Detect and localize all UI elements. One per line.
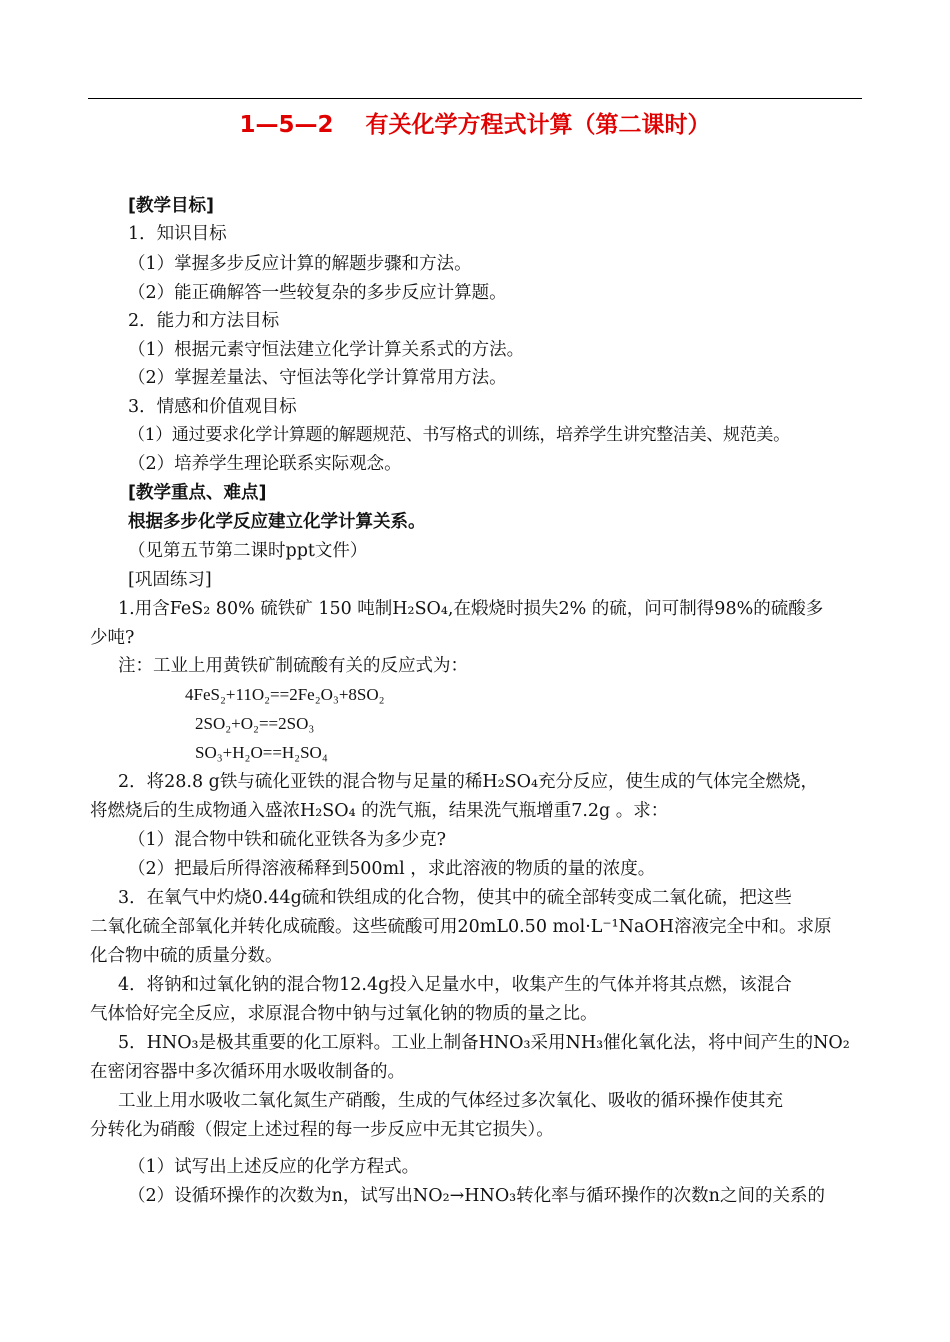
q5-para2-line-1: 工业上用水吸收二氧化氮生产硝酸，生成的气体经过多次氧化、吸收的循环操作使其充 [118, 1091, 783, 1111]
key-points-text: 根据多步化学反应建立化学计算关系。 [128, 512, 426, 532]
ability-item-1: （1）根据元素守恒法建立化学计算关系式的方法。 [128, 340, 525, 360]
knowledge-item-1: （1）掌握多步反应计算的解题步骤和方法。 [128, 254, 472, 274]
q1-line-2: 少吨? [90, 628, 135, 648]
emotion-item-2: （2）培养学生理论联系实际观念。 [128, 454, 402, 474]
emotion-goal: 3．情感和价值观目标 [128, 397, 297, 417]
exercises-heading: [巩固练习] [128, 570, 212, 590]
ability-goal: 2．能力和方法目标 [128, 311, 280, 331]
ability-item-2: （2）掌握差量法、守恒法等化学计算常用方法。 [128, 368, 507, 388]
ppt-reference: （见第五节第二课时ppt文件） [128, 541, 368, 561]
q2-line-1: 2．将28.8 g铁与硫化亚铁的混合物与足量的稀H₂SO₄充分反应，使生成的气体完全燃烧， [118, 772, 818, 792]
q5-part-a: （1）试写出上述反应的化学方程式。 [128, 1157, 420, 1177]
key-points-heading: [教学重点、难点] [128, 483, 267, 503]
q3-line-2: 二氧化硫全部氧化并转化成硫酸。这些硫酸可用20mL0.50 mol·L⁻¹NaOH溶液完全中和。求原 [90, 917, 832, 937]
q1-note: 注：工业上用黄铁矿制硫酸有关的反应式为： [118, 656, 468, 676]
q2-part-b: （2）把最后所得溶液稀释到500ml ，求此溶液的物质的量的浓度。 [128, 859, 656, 879]
q4-line-1: 4．将钠和过氧化钠的混合物12.4g投入足量水中，收集产生的气体并将其点燃，该混合 [118, 975, 792, 995]
q1-line-1: 1.用含FeS₂ 80% 硫铁矿 150 吨制H₂SO₄,在煅烧时损失2% 的硫，问可制得98%的硫酸多 [118, 599, 824, 619]
objectives-heading: [教学目标] [128, 196, 214, 216]
q2-line-2: 将燃烧后的生成物通入盛浓H₂SO₄ 的洗气瓶，结果洗气瓶增重7.2g 。求： [90, 801, 669, 821]
q3-line-3: 化合物中硫的质量分数。 [90, 946, 283, 966]
q5-line-2: 在密闭容器中多次循环用水吸收制备的。 [90, 1062, 405, 1082]
equation-1: 4FeS₂+11O₂==2Fe₂O₃+8SO₂ [185, 685, 385, 704]
q2-part-a: （1）混合物中铁和硫化亚铁各为多少克? [128, 830, 447, 850]
q5-line-1: 5．HNO₃是极其重要的化工原料。工业上制备HNO₃采用NH₃催化氧化法，将中间产生的NO₂ [118, 1033, 850, 1053]
emotion-item-1: （1）通过要求化学计算题的解题规范、书写格式的训练，培养学生讲究整洁美、规范美。 [128, 425, 790, 445]
q5-part-b: （2）设循环操作的次数为n，试写出NO₂→HNO₃转化率与循环操作的次数n之间的关系的 [128, 1186, 825, 1206]
header-rule [88, 98, 862, 99]
q5-para2-line-2: 分转化为硝酸（假定上述过程的每一步反应中无其它损失）。 [90, 1120, 554, 1140]
equation-3: SO₃+H₂O==H₂SO₄ [195, 743, 328, 762]
q3-line-1: 3．在氧气中灼烧0.44g硫和铁组成的化合物，使其中的硫全部转变成二氧化硫，把这些 [118, 888, 792, 908]
page-title: 1—5—2 有关化学方程式计算（第二课时） [239, 112, 711, 138]
equation-2: 2SO₂+O₂==2SO₃ [195, 714, 315, 733]
knowledge-goal: 1．知识目标 [128, 224, 227, 244]
knowledge-item-2: （2）能正确解答一些较复杂的多步反应计算题。 [128, 283, 507, 303]
q4-line-2: 气体恰好完全反应，求原混合物中钠与过氧化钠的物质的量之比。 [90, 1004, 598, 1024]
